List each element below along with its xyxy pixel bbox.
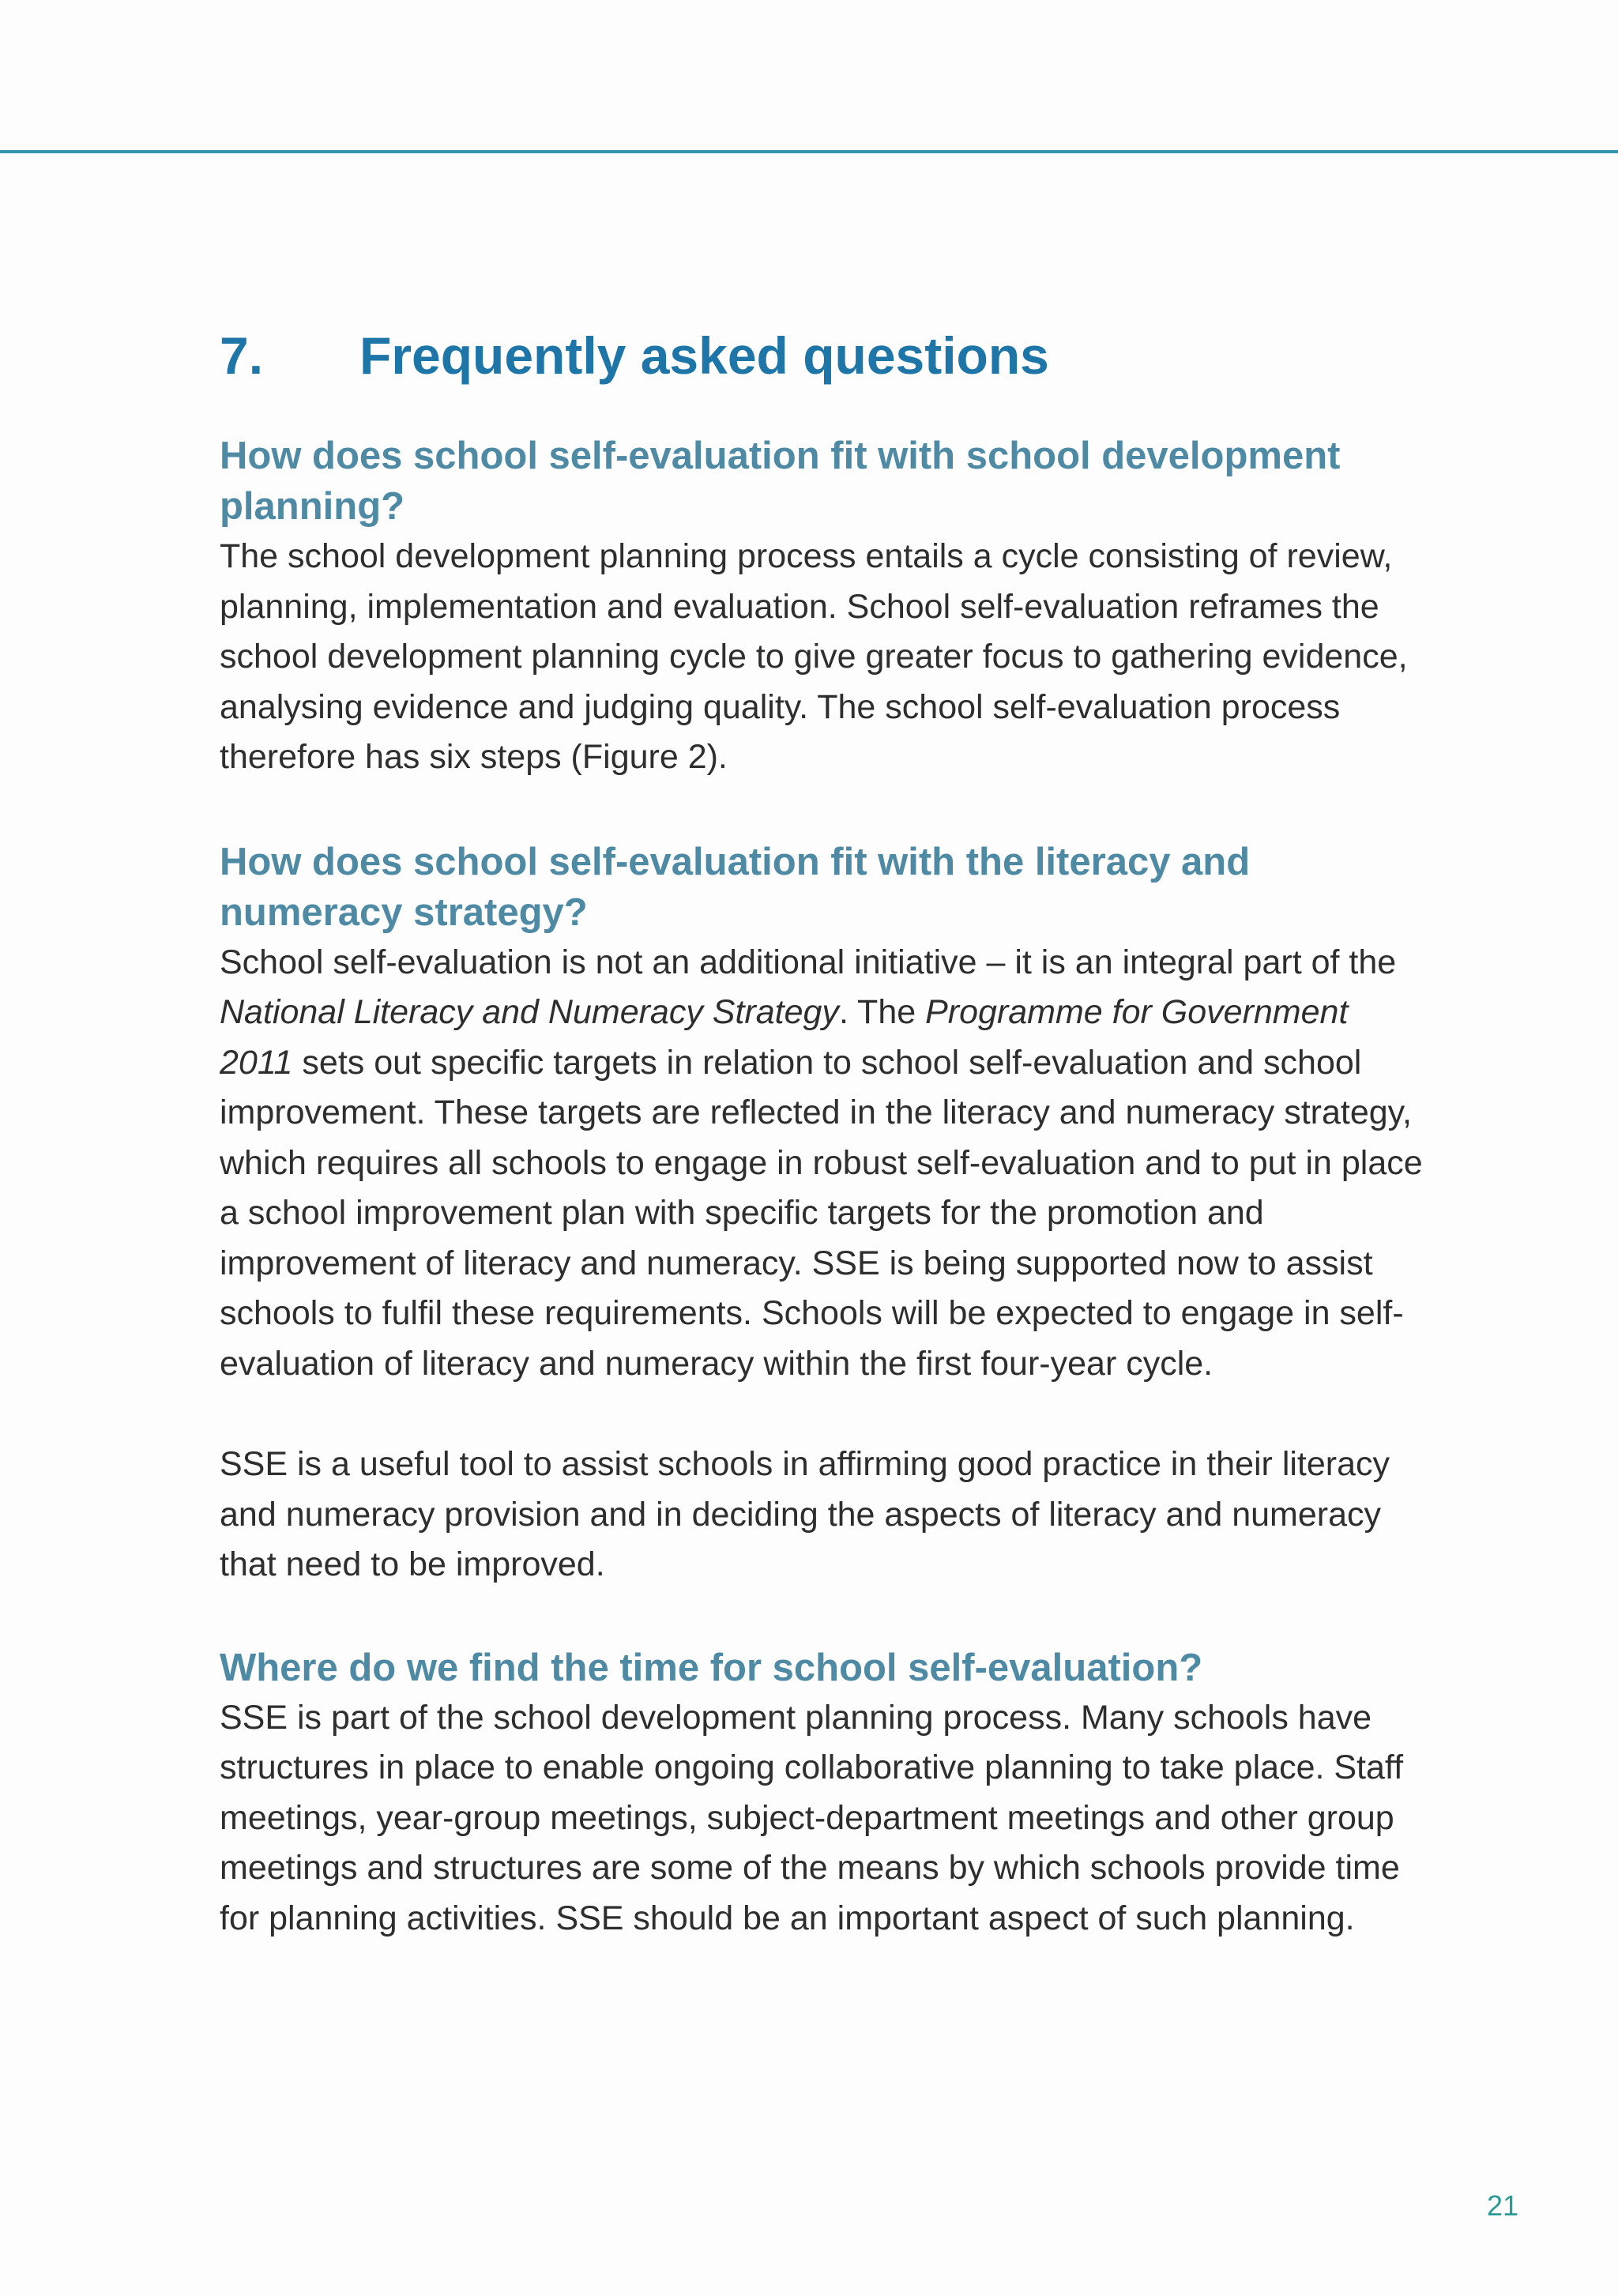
- faq-question: How does school self-evaluation fit with the literacy and numeracy strategy?: [220, 840, 1251, 934]
- chapter-number: 7.: [220, 326, 264, 385]
- italic-programme-title: Programme for Government 2011: [220, 993, 1349, 1082]
- faq-answer: SSE is part of the school development planning process. Many schools have structures in place to enable ongoing collaborative planning to take place. Staff meetings, year-group meetings, subject-department meetings and other group meetings and structures are some of the means by which schools provide time for planning activities. SSE should be an important aspect of such planning.: [220, 1698, 1404, 1937]
- faq-question: How does school self-evaluation fit with school development planning?: [220, 435, 1341, 528]
- italic-strategy-title: National Literacy and Numeracy Strategy: [220, 993, 839, 1031]
- faq-item-3: [220, 1643, 1428, 1944]
- faq-item-2: [220, 837, 1428, 1590]
- answer-text: . The: [838, 993, 926, 1031]
- chapter-title: [220, 320, 1428, 391]
- faq-answer-paragraph-2: SSE is a useful tool to assist schools in affirming good practice in their literacy and numeracy provision and in deciding the aspects of literacy and numeracy that need to be improved.: [220, 1445, 1390, 1583]
- header-rule: [0, 150, 1618, 153]
- faq-answer: [220, 938, 1428, 1390]
- page-number: 21: [1487, 2189, 1519, 2222]
- faq-item-1: [220, 431, 1428, 783]
- faq-question: Where do we find the time for school self-evaluation?: [220, 1646, 1203, 1689]
- page-content: [220, 320, 1428, 1944]
- chapter-title-text: Frequently asked questions: [359, 326, 1049, 385]
- answer-text: School self-evaluation is not an additional initiative – it is an integral part of the: [220, 943, 1397, 981]
- faq-answer: The school development planning process entails a cycle consisting of review, planning, implementation and evaluation. School self-evaluation reframes the school development planning cycle to give greater focus to gathering evidence, analysing evidence and judging quality. The school self-evaluation process therefore has six steps (Figure 2).: [220, 537, 1408, 776]
- answer-text: sets out specific targets in relation to school self-evaluation and school improvement. These targets are reflected in the literacy and numeracy strategy, which requires all schools to engage in robust self-evaluation and to put in place a school improvement plan with specific targets for the promotion and improvement of literacy and numeracy. SSE is being supported now to assist schools to fulfil these requirements. Schools will be expected to engage in self-evaluation of literacy and numeracy within the first four-year cycle.: [220, 1043, 1423, 1383]
